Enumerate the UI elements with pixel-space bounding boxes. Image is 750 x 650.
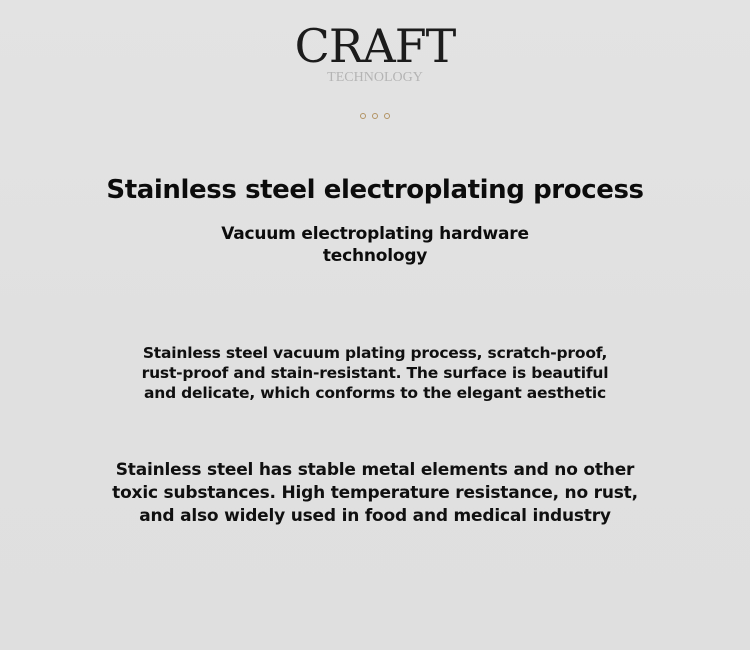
decorative-dots <box>360 113 390 121</box>
craft-title: CRAFT <box>294 19 456 73</box>
section-subheading: Vacuum electroplating hardware technology <box>221 224 529 266</box>
dot-icon <box>372 113 378 119</box>
dot-icon <box>384 113 390 119</box>
description-paragraph-1: Stainless steel vacuum plating process, scratch-proof, rust-proof and stain-resistant. The surface is beautiful and delicate, which conforms to the elegant aesthetic <box>141 344 609 402</box>
section-heading: Stainless steel electroplating process <box>106 175 644 205</box>
description-paragraph-2: Stainless steel has stable metal elements and no other toxic substances. High temperature resistance, no rust, and also widely used in food and medical industry <box>112 460 638 526</box>
dot-icon <box>360 113 366 119</box>
technology-subtitle: TECHNOLOGY <box>327 70 423 85</box>
